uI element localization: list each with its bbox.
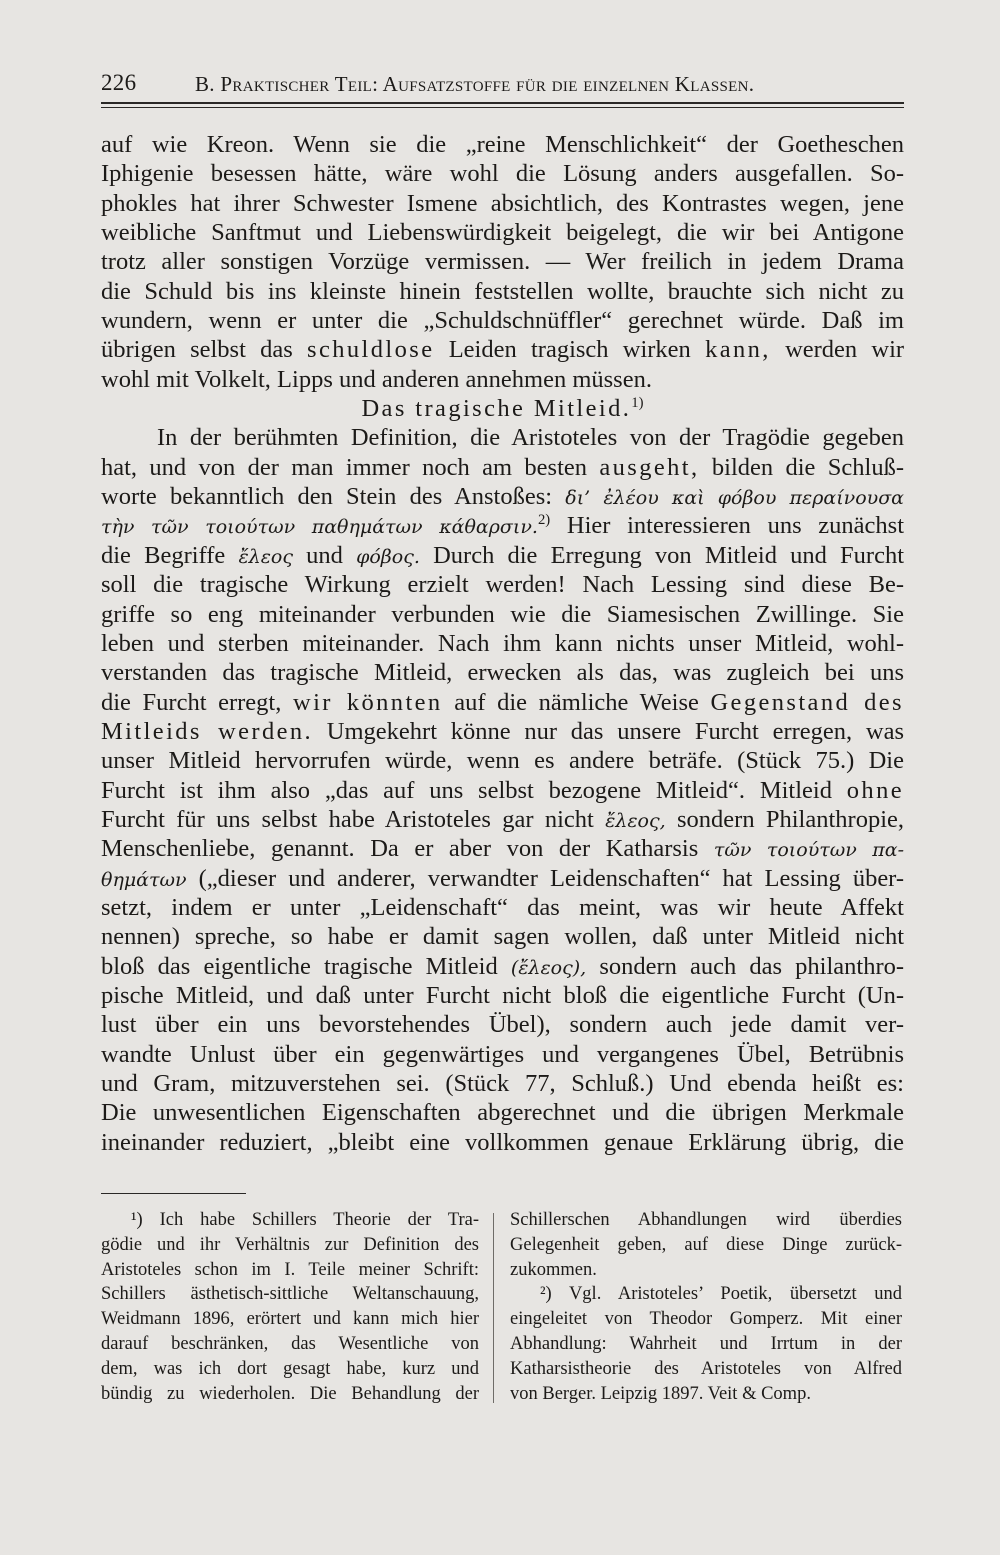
- text-run: werden wir: [785, 336, 904, 364]
- spaced-emphasis: schuldlose: [307, 336, 435, 364]
- text-line: [101, 805, 904, 834]
- text-line: phokles hat ihrer Schwester Ismene absichtlich, des Kontrastes wegen, jene: [101, 189, 904, 217]
- footnote-column-divider: [493, 1213, 494, 1403]
- text-run: Furcht für uns selbst habe Aristoteles gar nicht: [101, 805, 594, 833]
- footnote-line: Schillerschen Abhandlungen wird überdies: [510, 1210, 902, 1230]
- text-run: Umgekehrt könne nur das unsere Furcht erregen, was: [326, 717, 904, 745]
- footnote-ref: 2): [537, 512, 551, 529]
- text-run: und: [306, 541, 343, 569]
- text-line: unser Mitleid hervorrufen würde, wenn es andere beträfe. (Stück 75.) Die: [101, 747, 904, 775]
- text-line: In der berühmten Definition, die Aristoteles von der Tragödie gegeben: [157, 424, 904, 452]
- text-line: nennen) spreche, so habe er damit sagen wollen, daß unter Mitleid nicht: [101, 923, 904, 951]
- text-run: übrigen selbst das: [101, 336, 293, 364]
- section-heading: [101, 394, 904, 423]
- footnote-line: Katharsistheorie des Aristoteles von Alfred: [510, 1358, 902, 1379]
- text-run: Menschenliebe, genannt. Da er aber von der Katharsis: [101, 835, 699, 863]
- spaced-emphasis: ohne: [846, 776, 904, 804]
- text-line: leben und sterben miteinander. Nach ihm kann nichts unser Mitleid, wohl-: [101, 629, 904, 657]
- running-header: [101, 70, 904, 100]
- text-line: ineinander reduziert, „bleibt eine vollkommen genaue Erklärung übrig, die: [101, 1128, 904, 1156]
- spaced-emphasis: Gegenstand des: [710, 688, 904, 716]
- text-run: bilden die Schluß-: [711, 453, 904, 481]
- footnote-line: Schillers ästhetisch-sittliche Weltanschauung,: [101, 1284, 479, 1305]
- text-line: [101, 482, 904, 511]
- text-line: [101, 688, 904, 717]
- text-run: Durch die Erregung von Mitleid und Furcht: [433, 541, 904, 569]
- text-run: sondern Philanthropie,: [677, 805, 904, 833]
- text-run: sondern auch das philanthro-: [599, 952, 904, 980]
- text-run: die Furcht erregt,: [101, 688, 282, 716]
- footnote-line: zukommen.: [510, 1259, 597, 1280]
- footnote-line: Weidmann 1896, erörtert und kann mich hier: [101, 1309, 479, 1330]
- text-line: [101, 776, 904, 805]
- text-line: pische Mitleid, und daß unter Furcht nicht bloß die eigentliche Furcht (Un-: [101, 981, 904, 1009]
- greek-term: (ἔλεος),: [510, 956, 587, 979]
- text-line: Iphigenie besessen hätte, wäre wohl die Lösung anders ausgefallen. So-: [101, 160, 904, 188]
- greek-term: ἔλεος: [238, 545, 293, 568]
- text-run: Furcht ist ihm also „das auf uns selbst bezogene Mitleid“. Mitleid: [101, 776, 832, 804]
- greek-quote: τῶν τοιούτων πα-: [713, 839, 904, 862]
- text-line: Die unwesentlichen Eigenschaften abgerechnet und die übrigen Merkmale: [101, 1099, 904, 1127]
- text-line: [101, 864, 904, 893]
- text-line: [101, 952, 904, 981]
- text-line: lust über ein uns bevorstehendes Übel), sondern auch jede damit ver-: [101, 1011, 904, 1039]
- section-title: Das tragische Mitleid.: [361, 395, 632, 423]
- header-rule-thin: [101, 107, 904, 108]
- text-line: weibliche Sanftmut und Liebenswürdigkeit beigelegt, die wir bei Antigone: [101, 219, 904, 247]
- footnote-line: von Berger. Leipzig 1897. Veit & Comp.: [510, 1383, 811, 1404]
- footnote-line: Gelegenheit geben, auf diese Dinge zurück-: [510, 1234, 902, 1255]
- text-line: verstanden das tragische Mitleid, erwecken als das, was zugleich bei uns: [101, 659, 904, 687]
- main-text: [101, 130, 904, 1157]
- text-line: [101, 541, 904, 570]
- text-line: [101, 717, 904, 746]
- text-line: setzt, indem er unter „Leidenschaft“ das meint, was wir heute Affekt: [101, 893, 904, 921]
- spaced-emphasis: ausgeht,: [599, 453, 700, 481]
- text-line: soll die tragische Wirkung erzielt werden! Nach Lessing sind diese Be-: [101, 571, 904, 599]
- text-run: worte bekanntlich den Stein des Anstoßes:: [101, 483, 553, 511]
- footnotes-right-column: [510, 1208, 902, 1406]
- text-line: die Schuld bis ins kleinste hinein feststellen wollte, brauchte sich nicht zu: [101, 277, 904, 305]
- greek-quote: θημάτων: [101, 868, 187, 891]
- greek-term: ἔλεος,: [605, 809, 666, 832]
- footnote-rule: [101, 1193, 246, 1194]
- running-title: B. Praktischer Teil: Aufsatzstoffe für die einzelnen Klassen.: [195, 72, 755, 96]
- footnote-line: dem, was ich dort gesagt habe, kurz und: [101, 1358, 479, 1379]
- text-line: wandte Unlust über ein gegenwärtiges und vergangenes Übel, Betrübnis: [101, 1040, 904, 1068]
- footnote-line: ²) Vgl. Aristoteles’ Poetik, übersetzt und: [540, 1284, 902, 1305]
- footnote-line: gödie und ihr Verhältnis zur Definition des: [101, 1234, 479, 1255]
- spaced-emphasis: wir könnten: [292, 688, 443, 716]
- greek-term: φόβος.: [356, 545, 420, 568]
- header-rule-thick: [101, 102, 904, 104]
- text-run: bloß das eigentliche tragische Mitleid: [101, 952, 498, 980]
- text-line: trotz aller sonstigen Vorzüge vermissen. — Wer freilich in jedem Drama: [101, 248, 904, 276]
- page-number: 226: [101, 70, 137, 95]
- greek-quote: δι’ ἐλέου καὶ φόβου περαίνουσα: [565, 487, 904, 510]
- text-line: [101, 453, 904, 482]
- text-line: [101, 511, 904, 540]
- spaced-emphasis: kann,: [705, 336, 771, 364]
- footnote-line: eingeleitet von Theodor Gomperz. Mit einer: [510, 1309, 902, 1330]
- text-run: („dieser und anderer, verwandter Leidenschaften“ hat Lessing über-: [198, 864, 904, 892]
- greek-quote: τὴν τῶν τοιούτων παθημάτων κάθαρσιν.: [101, 516, 538, 539]
- spaced-emphasis: Mitleids werden.: [101, 717, 314, 745]
- footnote-line: Abhandlung: Wahrheit und Irrtum in der: [510, 1333, 902, 1354]
- text-run: Hier interessieren uns zunächst: [566, 512, 904, 540]
- text-line: [101, 335, 904, 364]
- footnote-line: ¹) Ich habe Schillers Theorie der Tra-: [131, 1210, 479, 1230]
- text-line: griffe so eng miteinander verbunden wie die Siamesischen Zwillinge. Sie: [101, 600, 904, 628]
- text-line: wundern, wenn er unter die „Schuldschnüffler“ gerechnet würde. Daß im: [101, 307, 904, 335]
- text-line: wohl mit Volkelt, Lipps und anderen annehmen müssen.: [101, 365, 652, 393]
- text-line: [101, 834, 904, 863]
- text-run: auf die nämliche Weise: [454, 688, 699, 716]
- footnote-line: Aristoteles schon im I. Teile meiner Schrift:: [101, 1259, 479, 1280]
- text-line: und Gram, mitzuverstehen sei. (Stück 77, Schluß.) Und ebenda heißt es:: [101, 1070, 904, 1097]
- text-run: Leiden tragisch wirken: [448, 336, 691, 364]
- footnote-line: bündig zu wiederholen. Die Behandlung der: [101, 1383, 479, 1404]
- footnote-line: darauf beschränken, das Wesentliche von: [101, 1333, 479, 1354]
- text-run: hat, und von der man immer noch am besten: [101, 453, 587, 481]
- footnotes-left-column: [101, 1208, 479, 1406]
- footnote-ref: 1): [631, 394, 644, 411]
- text-line: auf wie Kreon. Wenn sie die „reine Menschlichkeit“ der Goetheschen: [101, 131, 904, 158]
- text-run: die Begriffe: [101, 541, 226, 569]
